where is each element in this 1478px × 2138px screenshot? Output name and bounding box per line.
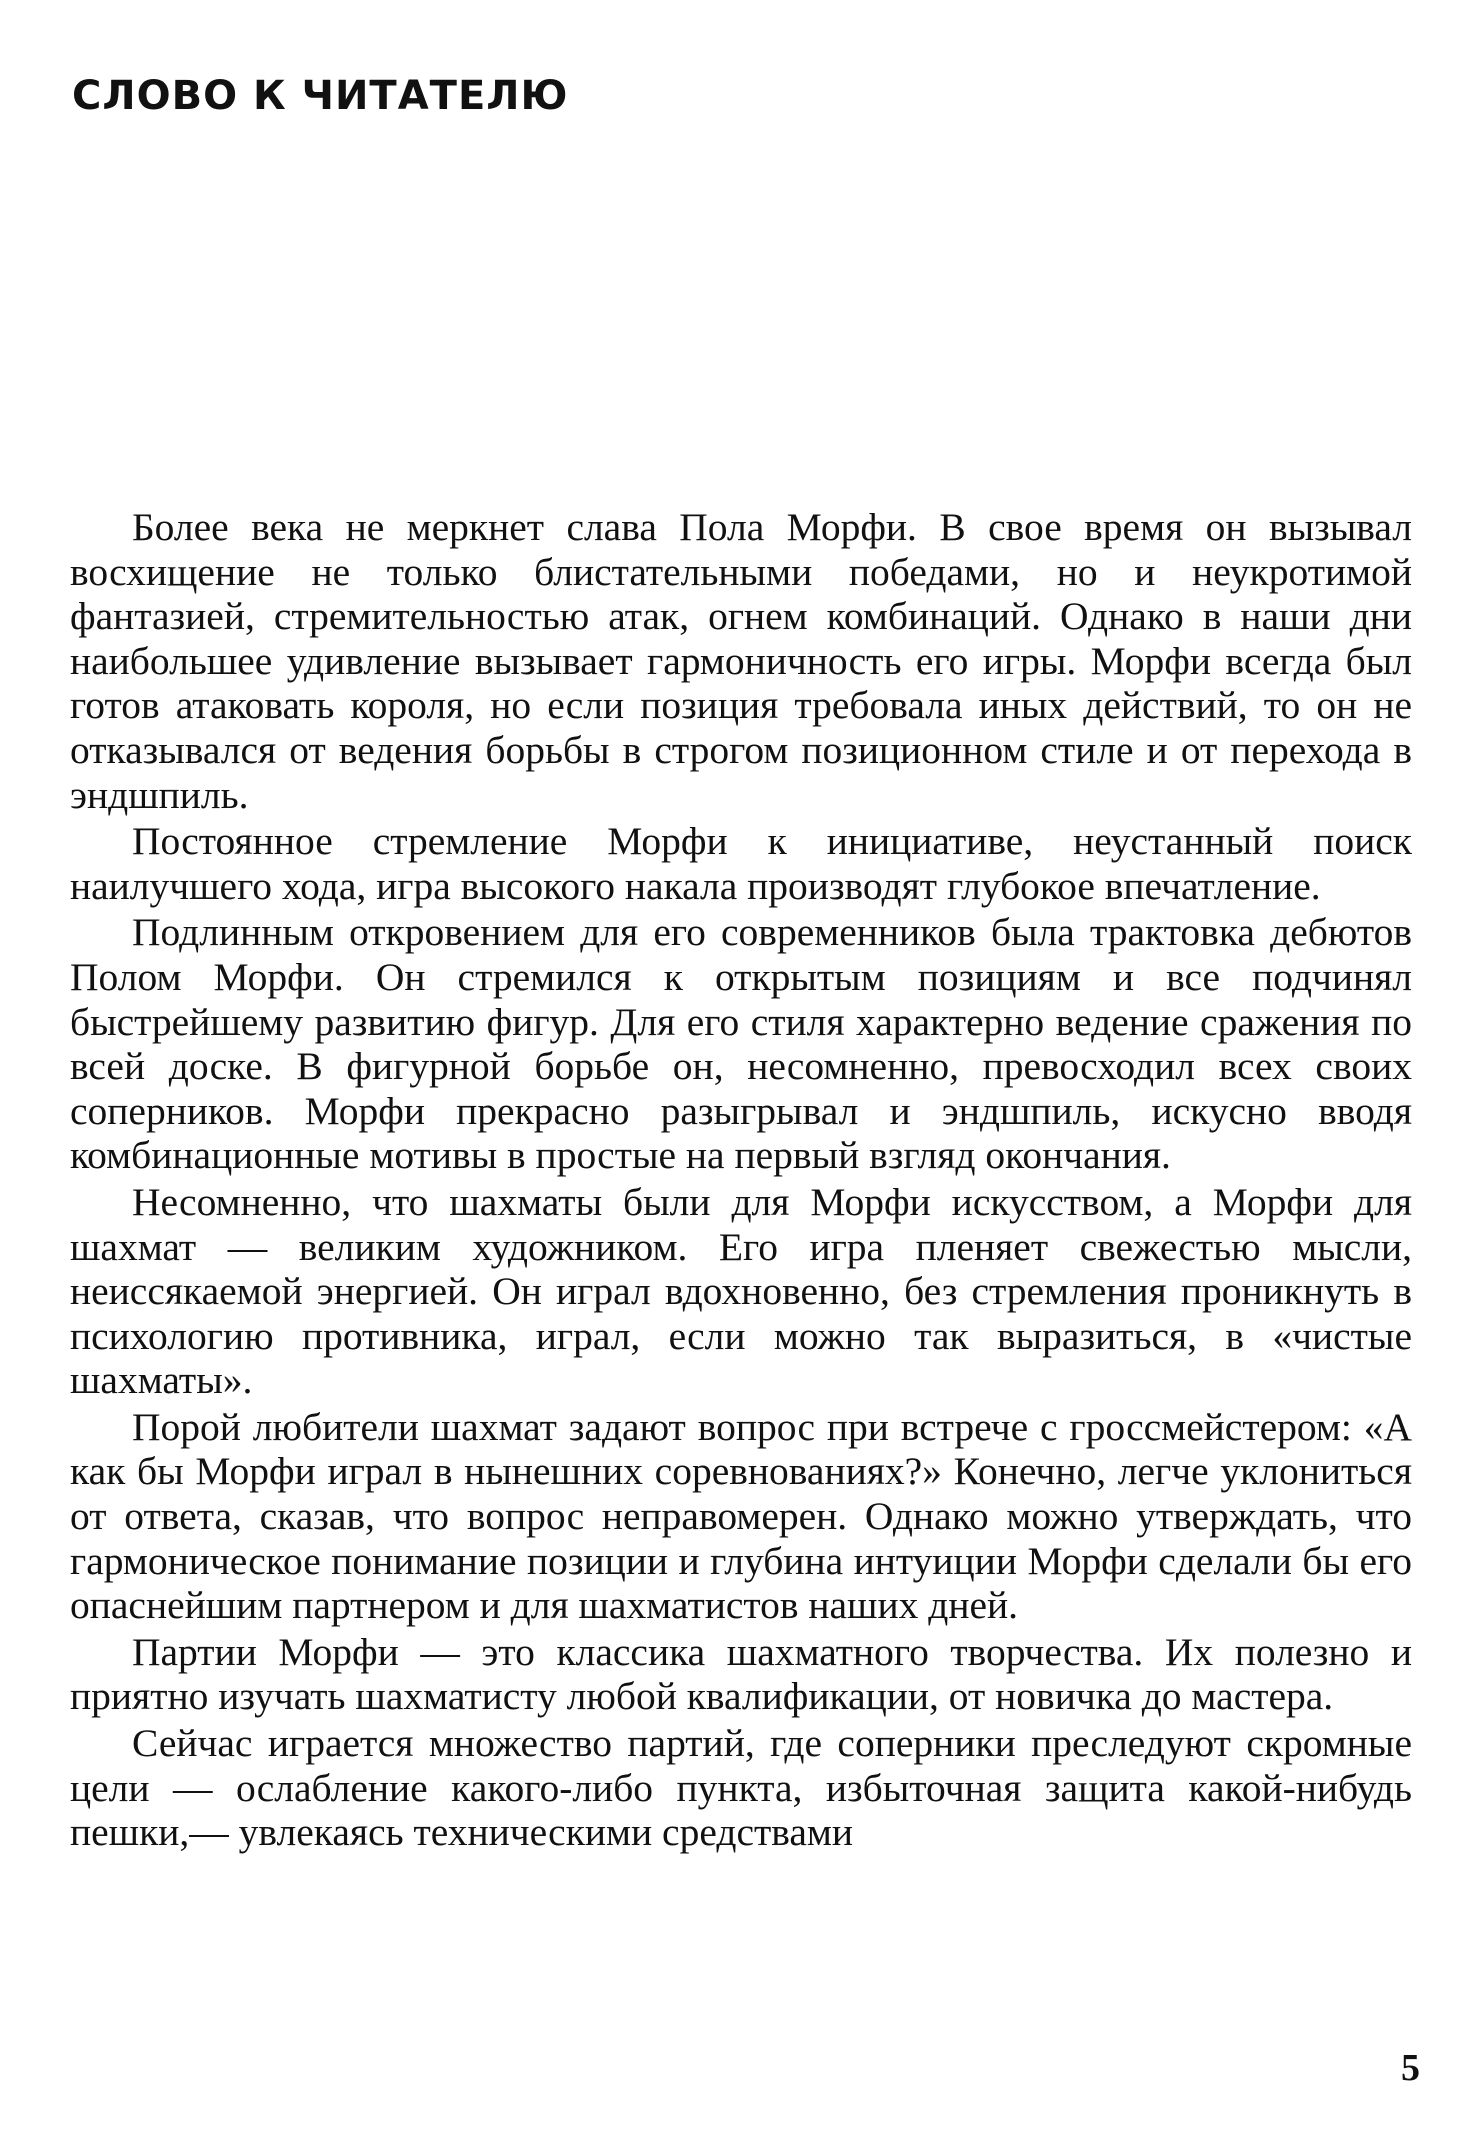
- paragraph: Подлинным откровением для его современников была трактовка дебютов Полом Морфи. Он стремился к открытым позициям и все подчинял быстрейшему развитию фигур. Для его стиля характерно ведение сражения по всей доске. В фигурной борьбе он, несомненно, превосходил всех своих соперников. Морфи прекрасно разыгрывал и эндшпиль, искусно вводя комбинационные мотивы в простые на первый взгляд окончания.: [70, 910, 1412, 1178]
- chapter-heading: СЛОВО К ЧИТАТЕЛЮ: [72, 73, 569, 119]
- paragraph: Порой любители шахмат задают вопрос при встрече с гроссмейстером: «А как бы Морфи играл в нынешних соревнованиях?» Конечно, легче уклониться от ответа, сказав, что вопрос неправомерен. Однако можно утверждать, что гармоническое понимание позиции и глубина интуиции Морфи сделали бы его опаснейшим партнером и для шахматистов наших дней.: [70, 1404, 1412, 1628]
- page-number: 5: [1401, 2047, 1420, 2089]
- paragraph: Несомненно, что шахматы были для Морфи искусством, а Морфи для шахмат — великим художником. Его игра пленяет свежестью мысли, неиссякаемой энергией. Он играл вдохновенно, без стремления проникнуть в психологию противника, играл, если можно так выразиться, в «чистые шахматы».: [70, 1179, 1412, 1403]
- paragraph: Постоянное стремление Морфи к инициативе, неустанный поиск наилучшего хода, игра высокого накала производят глубокое впечатление.: [70, 819, 1412, 908]
- paragraph: Сейчас играется множество партий, где соперники преследуют скромные цели — ослабление какого-либо пункта, избыточная защита какой-нибудь пешки,— увлекаясь техническими средствами: [70, 1721, 1412, 1855]
- paragraph: Партии Морфи — это классика шахматного творчества. Их полезно и приятно изучать шахматисту любой квалификации, от новичка до мастера.: [70, 1629, 1412, 1719]
- paragraph: Более века не меркнет слава Пола Морфи. В свое время он вызывал восхищение не только блистательными победами, но и неукротимой фантазией, стремительностью атак, огнем комбинаций. Однако в наши дни наибольшее удивление вызывает гармоничность его игры. Морфи всегда был готов атаковать короля, но если позиция требовала иных действий, то он не отказывался от ведения борьбы в строгом позиционном стиле и от перехода в эндшпиль.: [70, 505, 1412, 817]
- body-text: [70, 505, 1412, 1857]
